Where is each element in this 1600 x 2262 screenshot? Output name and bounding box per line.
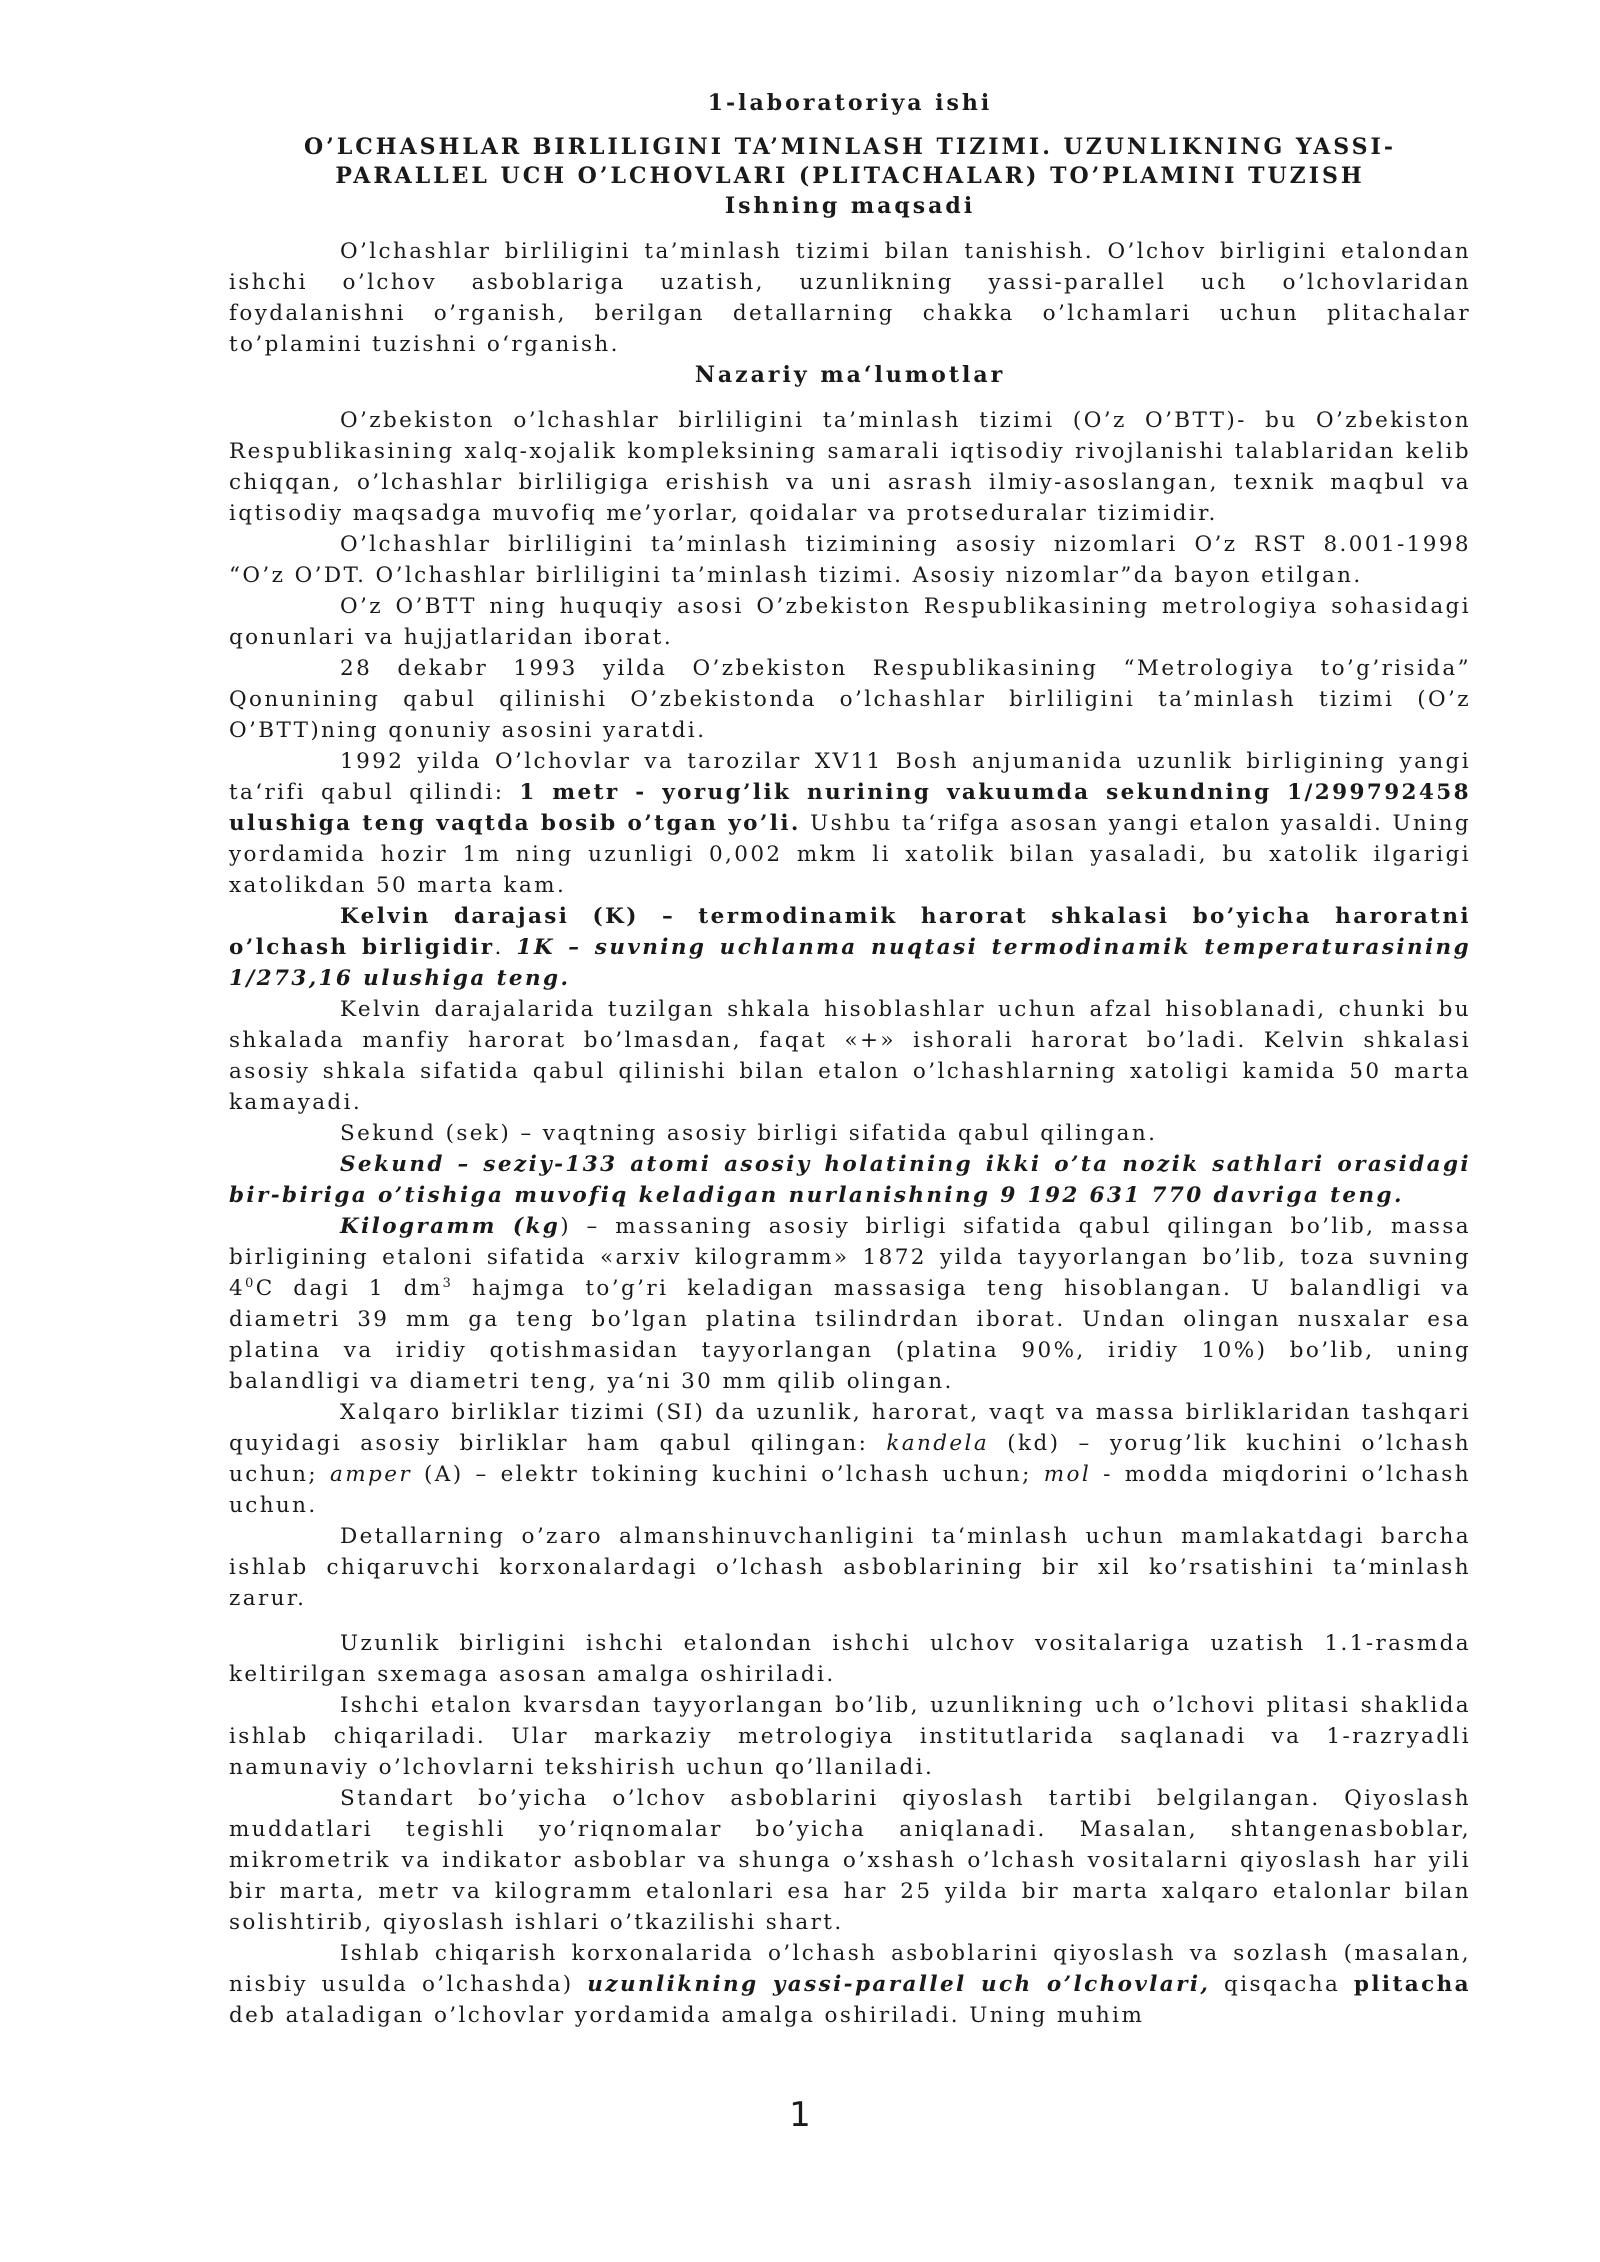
kelvin-triple-point: 1K – suvning uchlanma nuqtasi termodinamik temperaturasining 1/273,16 ulushiga teng.: [229, 935, 1472, 991]
paragraph-2: O’lchashlar birliligini ta’minlash tizimining asosiy nizomlari O’z RST 8.001-1998 “O’z O’DT. O’lchashlar birliligini ta’minlash tizimi. Asosiy nizomlar”da bayon etilgan.: [229, 532, 1471, 588]
metre-etalon-text: Ushbu ta‘rifga asosan yangi etalon yasaldi. Uning yordamida hozir 1m ning uzunligi 0,002 mkm li xatolik bilan yasaladi, bu xatolik ilgarigi xatolikdan 50 marta kam.: [229, 811, 1471, 898]
paragraph-6: Kelvin darajasi (K) – termodinamik harorat shkalasi bo’yicha haroratni o’lchash birligidir. 1K – suvning uchlanma nuqtasi termodinamik temperaturasining 1/273,16 ulushiga teng.: [229, 904, 1472, 991]
second-definition: Sekund – seziy-133 atomi asosiy holatining ikki o’ta nozik sathlari orasidagi bir-biriga o’tishiga muvofiq keladigan nurlanishning 9 192 631 770 davriga teng.: [229, 1152, 1471, 1208]
paragraph-5: [229, 746, 1471, 901]
plitacha-term: plitacha: [1353, 1972, 1471, 1997]
paragraph-8: Sekund (sek) – vaqtning asosiy birligi sifatida qabul qilingan.: [340, 1121, 1158, 1146]
metre-intro: 1992 yilda O’lchovlar va tarozilar XV11 Bosh anjumanida uzunlik birligining yangi ta‘rifi qabul qilindi:: [229, 749, 1471, 805]
paragraph-7: Kelvin darajalarida tuzilgan shkala hisoblashlar uchun afzal hisoblanadi, chunki bu shkalada manfiy harorat bo’lmasdan, faqat «+» ishorali harorat bo’ladi. Kelvin shkalasi asosiy shkala sifatida qabul qilinishi bilan etalon o’lchashlarning xatoligi kamida 50 marta kamayadi.: [229, 997, 1471, 1115]
main-title: [229, 133, 1471, 191]
main-title-line1: O’LCHASHLAR BIRLILIGINI TA’MINLASH TIZIMI. UZUNLIKNING YASSI-: [304, 134, 1396, 160]
theory-heading: Nazariy ma‘lumotlar: [694, 362, 1006, 388]
paragraph-4: 28 dekabr 1993 yilda O’zbekiston Respublikasining “Metrologiya to’g’risida” Qonunining qabul qilinishi O’zbekistonda o’lchashlar birliligini ta’minlash tizimi (O’z O’BTT)ning qonuniy asosini yaratdi.: [229, 656, 1471, 743]
paragraph-13: Uzunlik birligini ishchi etalondan ishchi ulchov vositalariga uzatish 1.1-rasmda keltirilgan sxemaga asosan amalga oshiriladi.: [229, 1631, 1471, 1687]
paragraph-11: Xalqaro birliklar tizimi (SI) da uzunlik, harorat, vaqt va massa birliklaridan tashqari quyidagi asosiy birliklar ham qabul qilingan: kandela (kd) – yorug’lik kuchini o’lchash uchun; amper (A) – elektr tokining kuchini o’lchash uchun; mol - modda miqdorini o’lchash uchun.: [229, 1400, 1471, 1518]
metre-definition: 1 metr - yorug’lik nurining vakuumda sekundning 1/299792458 ulushiga teng vaqtda bosib o’tgan yo’li.: [229, 780, 1471, 836]
paragraph-15: Standart bo’yicha o’lchov asboblarini qiyoslash tartibi belgilangan. Qiyoslash muddatlari tegishli yo’riqnomalar bo’yicha aniqlanadi. Masalan, shtangenasboblar, mikrometrik va indikator asboblar va shunga o’xshash o’lchash vositalarni qiyoslash har yili bir marta, metr va kilogramm etalonlari esa har 25 yilda bir marta xalqaro etalonlar bilan solishtirib, qiyoslash ishlari o’tkazilishi shart.: [229, 1786, 1471, 1935]
document-page: [229, 88, 1471, 2031]
paragraph-14: Ishchi etalon kvarsdan tayyorlangan bo’lib, uzunlikning uch o’lchovi plitasi shaklida ishlab chiqariladi. Ular markaziy metrologiya institutlarida saqlanadi va 1-razryadli namunaviy o’lchovlarni tekshirish uchun qo’llaniladi.: [229, 1693, 1471, 1780]
amper-term: amper: [330, 1462, 413, 1487]
kandela-term: kandela: [886, 1431, 990, 1456]
paragraph-3: O’z O’BTT ning huquqiy asosi O’zbekiston Respublikasining metrologiya sohasidagi qonunlari va hujjatlaridan iborat.: [229, 594, 1471, 650]
paragraph-16: Ishlab chiqarish korxonalarida o’lchash asboblarini qiyoslash va sozlash (masalan, nisbiy usulda o’lchashda) uzunlikning yassi-parallel uch o’lchovlari, qisqacha plitacha deb ataladigan o’lchovlar yordamida amalga oshiriladi. Uning muhim: [229, 1941, 1471, 2028]
paragraph-1: O’zbekiston o’lchashlar birliligini ta’minlash tizimi (O’z O’BTT)- bu O’zbekiston Respublikasining xalq-xojalik kompleksining samarali iqtisodiy rivojlanishi talablaridan kelib chiqqan, o’lchashlar birliligiga erishish va uni asrash ilmiy-asoslangan, texnik maqbul va iqtisodiy maqsadga muvofiq me’yorlar, qoidalar va protseduralar tizimidir.: [229, 408, 1471, 526]
gauge-blocks-term: uzunlikning yassi-parallel uch o’lchovlari,: [587, 1972, 1211, 1997]
kelvin-definition: Kelvin darajasi (K) – termodinamik harorat shkalasi bo’yicha haroratni o’lchash birligidir: [229, 904, 1471, 960]
purpose-heading: Ishning maqsadi: [724, 193, 976, 219]
lab-title: 1-laboratoriya ishi: [707, 90, 993, 116]
page-number: 1: [789, 2095, 811, 2135]
purpose-paragraph: O’lchashlar birliligini ta’minlash tizimi bilan tanishish. O’lchov birligini etalondan ishchi o’lchov asboblariga uzatish, uzunlikning yassi-parallel uch o’lchovlaridan foydalanishni o’rganish, berilgan detallarning chakka o’lchamlari uchun plitachalar to’plamini tuzishni o‘rganish.: [229, 239, 1471, 357]
paragraph-10: Kilogramm (kg) – massaning asosiy birligi sifatida qabul qilingan bo’lib, massa birligining etaloni sifatida «arxiv kilogramm» 1872 yilda tayyorlangan bo’lib, toza suvning $4^0C$ dagi 1 $dm^3$ hajmga to’g’ri keladigan massasiga teng hisoblangan. U balandligi va diametri 39 mm ga teng bo’lgan platina tsilindrdan iborat. Undan olingan nusxalar esa platina va iridiy qotishmasidan tayyorlangan (platina 90%, iridiy 10%) bo’lib, uning balandligi va diametri teng, ya‘ni 30 mm qilib olingan.: [229, 1214, 1471, 1394]
paragraph-12: Detallarning o’zaro almanshinuvchanligini ta‘minlash uchun mamlakatdagi barcha ishlab chiqaruvchi korxonalardagi o’lchash asboblarining bir xil ko’rsatishini ta‘minlash zarur.: [229, 1524, 1471, 1611]
mol-term: mol: [1043, 1462, 1092, 1487]
main-title-line2: PARALLEL UCH O’LCHOVLARI (PLITACHALAR) TO’PLAMINI TUZISH: [335, 163, 1365, 189]
kilogram-term: Kilogramm (kg: [340, 1214, 561, 1239]
